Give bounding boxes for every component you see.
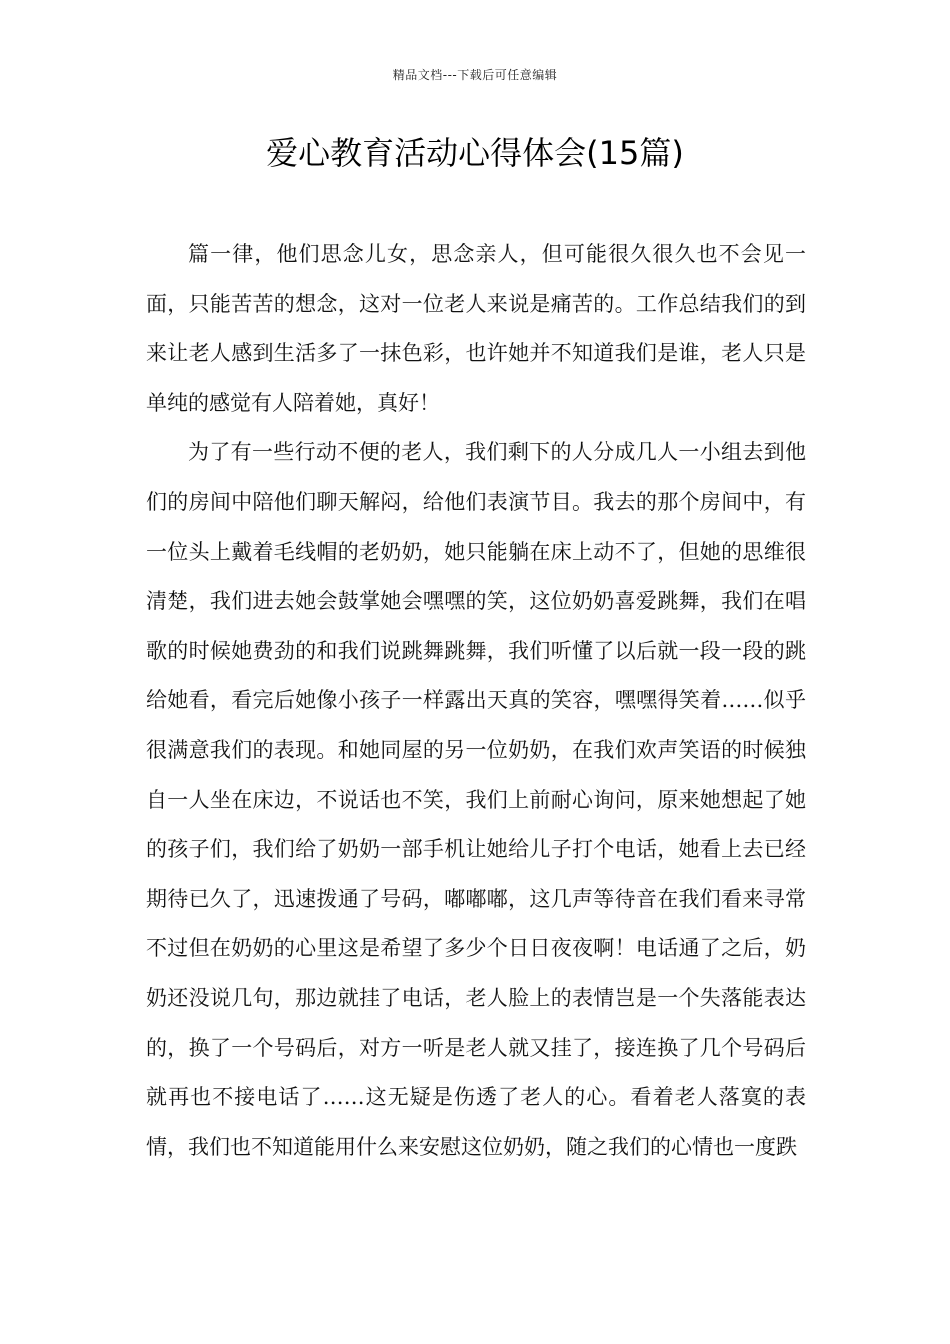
document-body xyxy=(146,230,806,1172)
paragraph-2: 为了有一些行动不便的老人，我们剩下的人分成几人一小组去到他们的房间中陪他们聊天解闷，给他们表演节目。我去的那个房间中，有一位头上戴着毛线帽的老奶奶，她只能躺在床上动不了，但她的思维很清楚，我们进去她会鼓掌她会嘿嘿的笑，这位奶奶喜爱跳舞，我们在唱歌的时候她费劲的和我们说跳舞跳舞，我们听懂了以后就一段一段的跳给她看，看完后她像小孩子一样露出天真的笑容，嘿嘿得笑着……似乎很满意我们的表现。和她同屋的另一位奶奶，在我们欢声笑语的时候独自一人坐在床边，不说话也不笑，我们上前耐心询问，原来她想起了她的孩子们，我们给了奶奶一部手机让她给儿子打个电话，她看上去已经期待已久了，迅速拨通了号码，嘟嘟嘟，这几声等待音在我们看来寻常不过但在奶奶的心里这是希望了多少个日日夜夜啊！电话通了之后，奶奶还没说几句，那边就挂了电话，老人脸上的表情岂是一个失落能表达的，换了一个号码后，对方一听是老人就又挂了，接连换了几个号码后就再也不接电话了……这无疑是伤透了老人的心。看着老人落寞的表情，我们也不知道能用什么来安慰这位奶奶，随之我们的心情也一度跌 xyxy=(146,440,806,1159)
document-title: 爱心教育活动心得体会(15篇) xyxy=(266,134,684,172)
paragraph-1: 篇一律，他们思念儿女，思念亲人，但可能很久很久也不会见一面，只能苦苦的想念，这对一位老人来说是痛苦的。工作总结我们的到来让老人感到生活多了一抹色彩，也许她并不知道我们是谁，老人只是单纯的感觉有人陪着她，真好！ xyxy=(146,242,806,415)
header-note: 精品文档---下载后可任意编辑 xyxy=(392,68,558,82)
